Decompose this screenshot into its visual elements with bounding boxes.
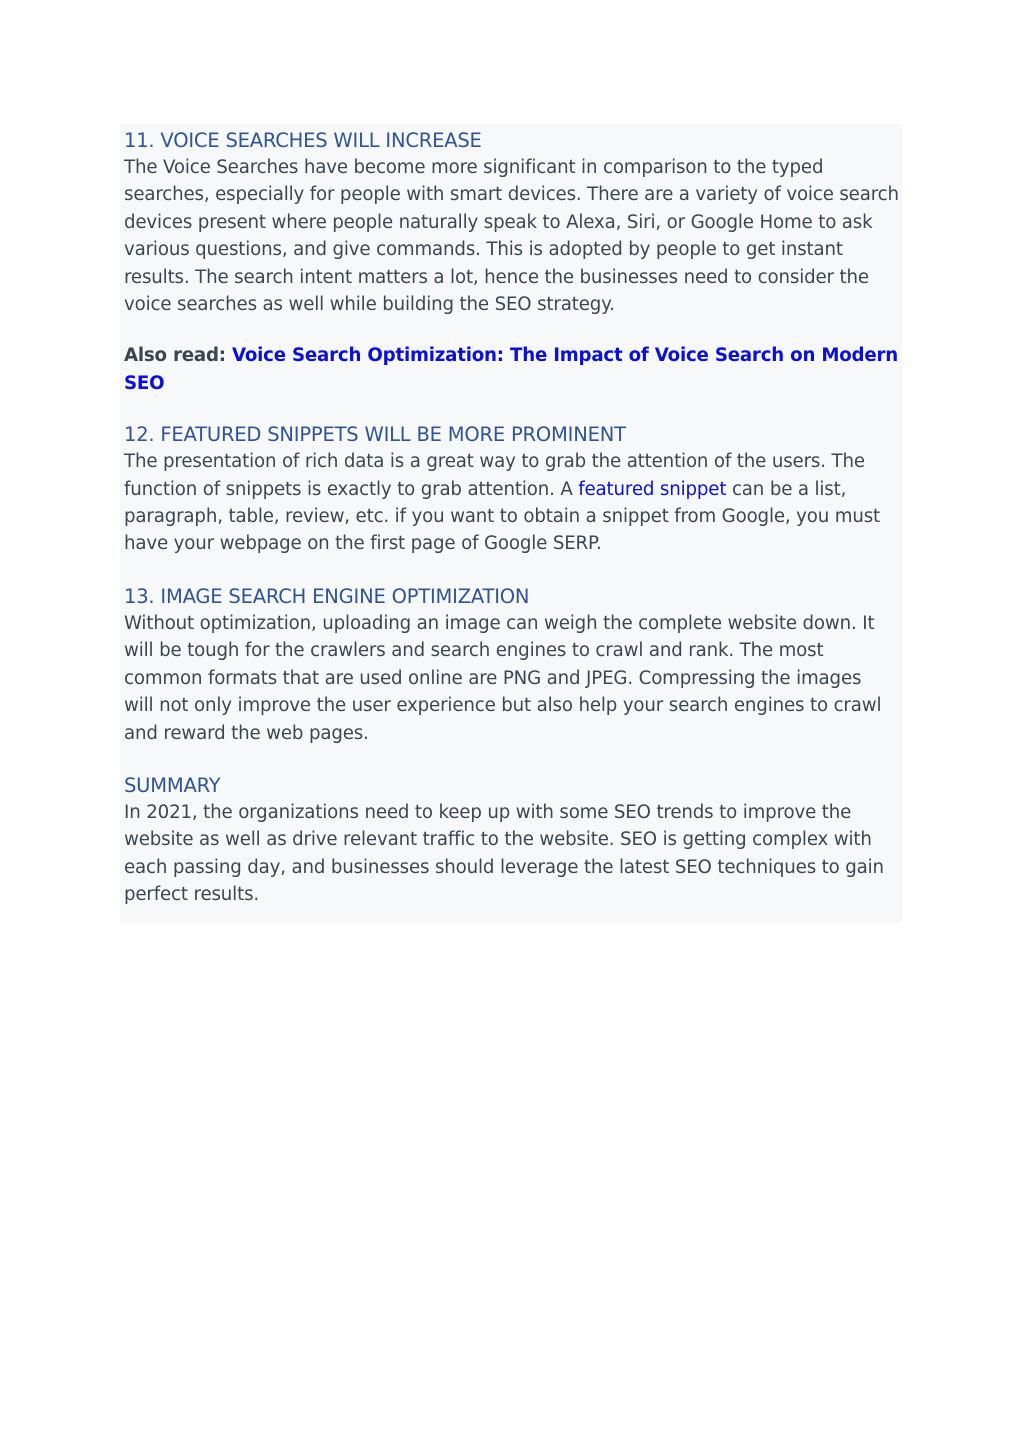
section-heading: SUMMARY [124,773,221,797]
paragraph-line: In 2021, the organizations need to keep up with some SEO trends to improve the [124,801,852,823]
section-summary [124,773,898,909]
article-content-box [120,124,902,923]
section-paragraph [124,154,898,318]
paragraph-line: devices present where people naturally speak to Alexa, Siri, or Google Home to ask [124,211,873,233]
paragraph-line: common formats that are used online are PNG and JPEG. Compressing the images [124,667,862,689]
paragraph-line: Without optimization, uploading an image can weigh the complete website down. It [124,612,875,634]
article-body [124,128,898,909]
paragraph-line: voice searches as well while building the SEO strategy. [124,294,615,316]
section-paragraph [124,799,898,909]
section-heading: 12. FEATURED SNIPPETS WILL BE MORE PROMINENT [124,423,626,447]
paragraph-line: will not only improve the user experience but also help your search engines to crawl [124,695,882,717]
section-voice-searches [124,128,898,318]
featured-snippet-link[interactable]: featured snippet [578,478,727,500]
paragraph-line: The presentation of rich data is a great way to grab the attention of the users. The [124,451,865,473]
paragraph-line: paragraph, table, review, etc. if you want to obtain a snippet from Google, you must [124,506,881,528]
paragraph-line: searches, especially for people with smart devices. There are a variety of voice search [124,184,899,206]
paragraph-line [124,476,898,503]
paragraph-line: and reward the web pages. [124,722,369,744]
paragraph-line: various questions, and give commands. This is adopted by people to get instant [124,239,843,261]
section-image-seo [124,584,898,747]
paragraph-line: have your webpage on the first page of Google SERP. [124,533,602,555]
section-featured-snippets [124,422,898,558]
section-paragraph [124,448,898,558]
paragraph-text: can be a list, [726,478,847,500]
section-paragraph [124,610,898,747]
paragraph-line: perfect results. [124,884,260,906]
also-read [124,342,898,397]
paragraph-line: results. The search intent matters a lot, hence the businesses need to consider the [124,266,869,288]
section-heading: 11. VOICE SEARCHES WILL INCREASE [124,129,482,152]
paragraph-text: function of snippets is exactly to grab attention. A [124,478,579,500]
section-heading: 13. IMAGE SEARCH ENGINE OPTIMIZATION [124,584,530,608]
paragraph-line: website as well as drive relevant traffic to the website. SEO is getting complex with [124,829,872,851]
also-read-link-continued[interactable]: SEO [124,372,165,394]
paragraph-line: The Voice Searches have become more significant in comparison to the typed [124,157,824,178]
paragraph-line: each passing day, and businesses should leverage the latest SEO techniques to gain [124,856,884,878]
also-read-label: Also read: [124,345,232,367]
also-read-link[interactable]: Voice Search Optimization: The Impact of Voice Search on Modern [231,345,899,367]
paragraph-line: will be tough for the crawlers and search engines to crawl and rank. The most [124,640,824,662]
